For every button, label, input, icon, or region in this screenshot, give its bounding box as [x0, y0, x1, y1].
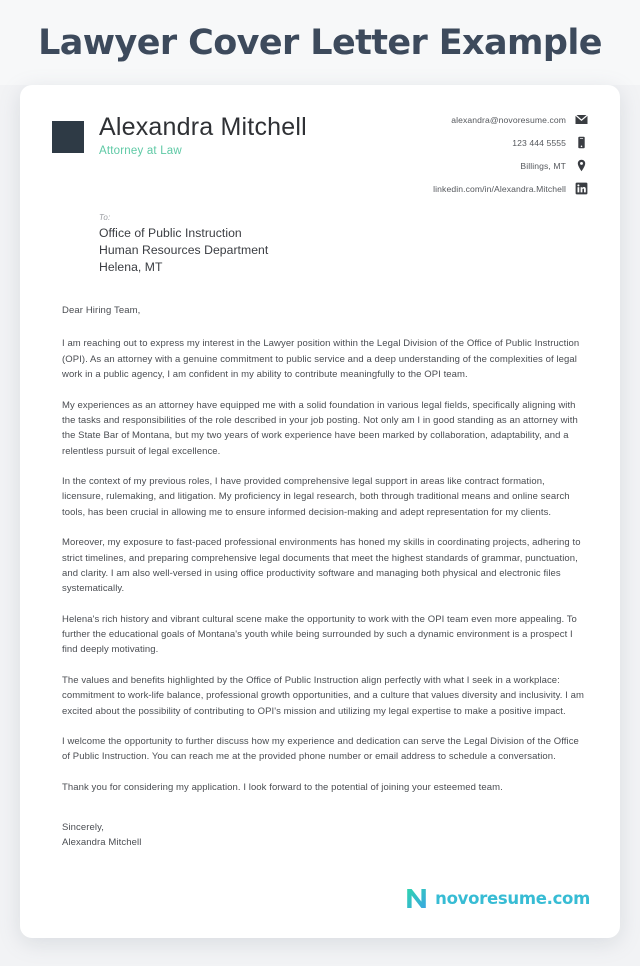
body-paragraph: I welcome the opportunity to further discuss how my experience and dedication can serve the Legal Division of the Office of Public Instruction. You can reach me at the provided phone number or email address to schedule a conversation. [62, 735, 579, 763]
recipient-organization: Office of Public Instruction [99, 226, 242, 240]
body-paragraph: In the context of my previous roles, I have provided comprehensive legal support in areas like contract formation, licensure, rulemaking, and litigation. My proficiency in legal research, both through traditional means and online search tools, has been crucial in allowing me to ensure informed decision-making and adept representation for my clients. [62, 476, 570, 518]
signature-name: Alexandra Mitchell [62, 836, 142, 848]
applicant-name: Alexandra Mitchell [99, 113, 307, 141]
page-title: Lawyer Cover Letter Example [38, 22, 602, 63]
recipient-department: Human Resources Department [99, 242, 269, 257]
cover-letter-document [20, 85, 620, 938]
body-paragraph: I am reaching out to express my interest in the Lawyer position within the Legal Division of the Office of Public Instruction (OPI). As an attorney with a genuine commitment to public service and a deep understanding of the complexities of legal work in a public agency, I am confident in my ability to contribute meaningfully to the OPI team. [62, 338, 580, 381]
letter-header [52, 107, 588, 195]
body-paragraph: Thank you for considering my application. I look forward to the potential of joining your esteemed team. [62, 781, 503, 793]
body-paragraph: Moreover, my exposure to fast-paced professional environments has honed my skills in coordinating projects, adhering to strict timelines, and preparing comprehensive legal documents that meet the highest standards of grammar, punctuation, and clarity. I am also well-versed in using office productivity software and managing both physical and electronic files systematically. [62, 537, 581, 595]
novoresume-branding[interactable] [405, 887, 590, 910]
recipient-city: Helena, MT [99, 259, 163, 274]
envelope-icon [575, 113, 588, 126]
photo-placeholder [52, 121, 84, 153]
body-paragraph: The values and benefits highlighted by the Office of Public Instruction align perfectly with what I seek in a workplace: commitment to work-life balance, professional growth opportunities, and a culture that values diversity and inclusivity. I am excited about the possibility of contributing to OPI's mission and utilizing my legal expertise to make a positive impact. [62, 674, 585, 717]
applicant-identity [52, 107, 307, 157]
applicant-job-title: Attorney at Law [99, 144, 182, 157]
contact-location-text: Billings, MT [520, 160, 566, 171]
contact-item-phone[interactable] [433, 136, 588, 149]
closing-block [62, 821, 586, 850]
body-paragraph: My experiences as an attorney have equipped me with a solid foundation in various legal fields, specifically aligning with the tasks and responsibilities of the role described in your job posting. Not only am I in good standing as an attorney with the State Bar of Montana, but my two years of work experience have been marked by collaboration, adaptability, and a relentless pursuit of legal excellence. [62, 399, 578, 457]
novoresume-n-logo-icon [405, 887, 428, 910]
recipient-address-block [99, 213, 588, 275]
linkedin-icon [575, 182, 588, 195]
contact-linkedin-text: linkedin.com/in/Alexandra.Mitchell [433, 183, 566, 194]
contact-email-text: alexandra@novoresume.com [451, 114, 566, 125]
novoresume-wordmark: novoresume.com [435, 889, 590, 908]
body-paragraph: Helena's rich history and vibrant cultural scene make the opportunity to work with the OPI team even more appealing. To further the educational goals of Montana's youth while being surrounded by such a dynamic environment is a prospect I find deeply motivating. [62, 613, 577, 656]
contact-item-email[interactable] [433, 113, 588, 126]
mobile-phone-icon [575, 136, 588, 149]
letter-body [62, 305, 586, 850]
contact-item-location[interactable] [433, 159, 588, 172]
contact-list [433, 107, 588, 195]
location-pin-icon [575, 159, 588, 172]
page-heading-banner [0, 0, 640, 85]
recipient-to-label: To: [99, 213, 111, 222]
salutation: Dear Hiring Team, [62, 305, 141, 317]
contact-phone-text: 123 444 5555 [512, 137, 566, 148]
sign-off: Sincerely, [62, 822, 105, 834]
contact-item-linkedin[interactable] [433, 182, 588, 195]
